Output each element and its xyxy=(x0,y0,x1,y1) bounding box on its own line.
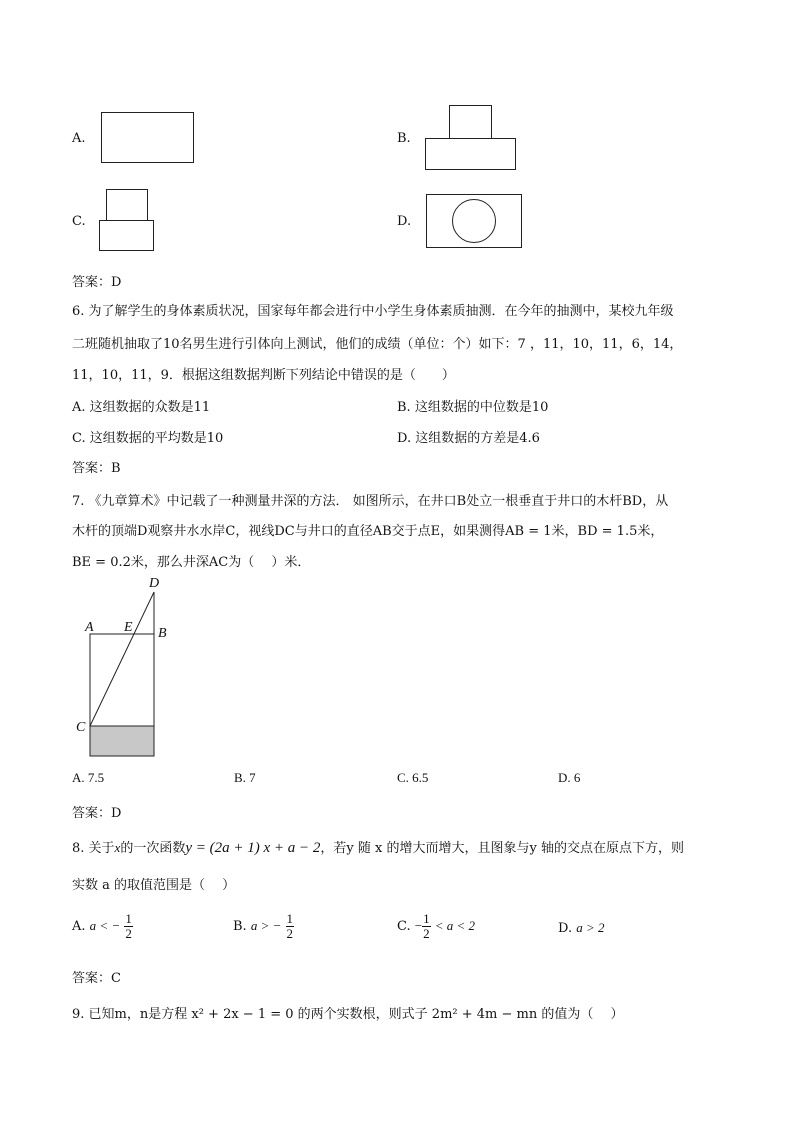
q8-option-a-fraction xyxy=(124,912,133,941)
option-c-top-block xyxy=(106,189,148,221)
q8-option-c-expr: < a < 2 xyxy=(434,918,476,933)
q7-answer: 答案：D xyxy=(72,806,122,821)
q8-option-a-label: A. xyxy=(72,919,86,934)
q6-option-c: C. 这组数据的平均数是10 xyxy=(72,431,224,446)
q8-line1-suffix: ，若y 随 x 的增大而增大，且图象与y 轴的交点在原点下方，则 xyxy=(320,841,684,856)
option-c-label: C. xyxy=(72,214,86,229)
option-d-label: D. xyxy=(397,214,412,229)
q6-stem-line1: 6. 为了解学生的身体素质状况，国家每年都会进行中小学生身体素质抽测．在今年的抽测中，某校九年级 xyxy=(72,304,674,319)
well-diagram xyxy=(70,570,170,770)
water-region xyxy=(90,726,154,756)
q8-line1-mid: 的一次函数 xyxy=(120,841,186,856)
q8-option-b-label: B. xyxy=(233,919,247,934)
fraction-denominator: 2 xyxy=(286,926,294,941)
q8-option-b-expr: a > − xyxy=(250,918,282,933)
q8-answer: 答案：C xyxy=(72,971,121,986)
q8-option-b-fraction xyxy=(286,912,295,941)
q8-formula: y = (2a + 1) x + a − 2 xyxy=(185,840,321,856)
point-a-label: A xyxy=(85,620,94,635)
q8-option-c-fraction xyxy=(422,912,431,941)
q6-option-b: B. 这组数据的中位数是10 xyxy=(397,400,549,415)
q7-stem-line2: 木杆的顶端D观察井水水岸C，视线DC与井口的直径AB交于点E，如果测得AB = 1米，BD = 1.5米， xyxy=(72,524,664,539)
q8-option-c-label: C. xyxy=(397,919,411,934)
sight-line-dc xyxy=(90,592,154,726)
option-b-top-block xyxy=(449,105,492,139)
q7-option-c: C. 6.5 xyxy=(397,770,429,785)
q8-option-a-expr: a < − xyxy=(89,918,121,933)
fraction-denominator: 2 xyxy=(125,926,132,941)
option-c-bottom-block xyxy=(99,220,154,251)
q6-option-a: A. 这组数据的众数是11 xyxy=(72,400,211,415)
q6-answer: 答案：B xyxy=(72,461,121,476)
q7-option-d: D. 6 xyxy=(558,770,581,785)
q9-stem-line1: 9. 已知m，n是方程 x² + 2x − 1 = 0 的两个实数根，则式子 2m² + 4m − mn 的值为（ ） xyxy=(72,1007,624,1022)
q7-option-b: B. 7 xyxy=(234,770,256,785)
option-a-rectangle xyxy=(101,112,194,163)
fraction-denominator: 2 xyxy=(423,926,430,941)
option-d-circle xyxy=(452,199,496,243)
q6-option-d: D. 这组数据的方差是4.6 xyxy=(397,431,540,446)
q8-option-c xyxy=(397,912,475,941)
q8-var-x: x xyxy=(114,840,121,855)
q8-option-d-expr: a > 2 xyxy=(576,920,605,935)
point-e-label: E xyxy=(124,620,133,635)
q8-line1-prefix: 8. 关于 xyxy=(72,841,115,856)
point-d-label: D xyxy=(149,576,160,591)
point-b-label: B xyxy=(158,626,167,641)
option-a-label: A. xyxy=(72,131,86,146)
q6-stem-line2: 二班随机抽取了10名男生进行引体向上测试，他们的成绩（单位：个）如下：7 ，11，10，11，6，14， xyxy=(72,337,683,352)
q7-stem-line3: BE = 0.2米，那么井深AC为（ ）米． xyxy=(72,555,311,570)
q8-option-c-minus: − xyxy=(414,918,423,933)
option-b-bottom-block xyxy=(425,138,516,170)
point-c-label: C xyxy=(76,720,86,735)
fraction-numerator: 1 xyxy=(125,911,132,926)
fraction-numerator: 1 xyxy=(286,911,294,926)
q8-option-a xyxy=(72,912,133,941)
fraction-numerator: 1 xyxy=(423,911,430,926)
q8-stem-line2: 实数 a 的取值范围是（ ） xyxy=(72,878,236,893)
q8-option-d-label: D. xyxy=(558,921,573,936)
q7-stem-line1: 7. 《九章算术》中记载了一种测量井深的方法． 如图所示，在井口B处立一根垂直于井口的木杆BD，从 xyxy=(72,494,669,509)
q8-option-b xyxy=(233,912,294,941)
q5-answer: 答案：D xyxy=(72,275,122,290)
option-b-label: B. xyxy=(397,131,411,146)
q8-option-d xyxy=(558,920,605,936)
q6-stem-line3: 11，10，11，9．根据这组数据判断下列结论中错误的是（ ） xyxy=(72,368,455,383)
q8-stem-line1 xyxy=(72,837,684,857)
q7-option-a: A. 7.5 xyxy=(72,770,105,785)
